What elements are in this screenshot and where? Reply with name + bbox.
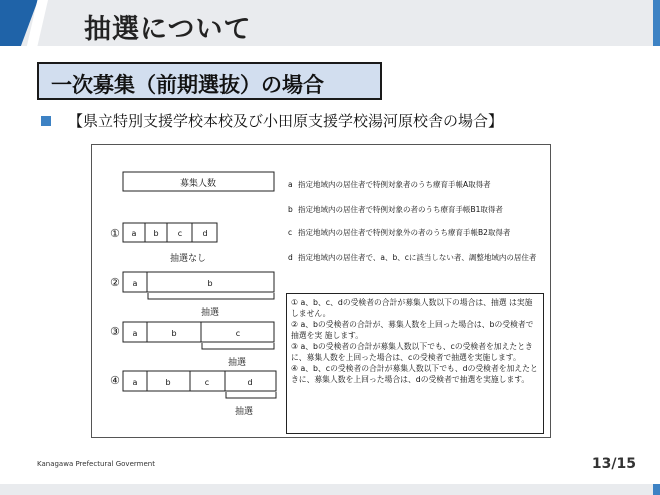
- footer-right-accent: [653, 484, 660, 495]
- row-1-cell-b: b: [153, 229, 159, 238]
- note-4: ④ a、b、cの受検者の合計が募集人数以下でも、dの受検者を加えたときに、募集人数を上回った場合は、dの受検者で抽選を実施します。: [291, 364, 538, 384]
- row-2-cell-a: a: [132, 279, 138, 288]
- legend-key-b: b: [288, 205, 293, 214]
- lottery-diagram: [91, 144, 551, 438]
- section-title-box: [37, 62, 382, 100]
- section-title: 一次募集（前期選抜）の場合: [51, 73, 324, 97]
- row-4-cell-c: c: [204, 378, 210, 387]
- header-right-accent: [653, 0, 660, 46]
- legend-key-d: d: [288, 253, 293, 262]
- row-2-cell-b: b: [207, 279, 213, 288]
- row-4-note: 抽選: [234, 407, 254, 417]
- page-number: 13/15: [591, 456, 636, 472]
- row-2-number: ②: [110, 276, 120, 289]
- row-3-note: 抽選: [227, 358, 247, 368]
- row-4-cell-b: b: [165, 378, 171, 387]
- notes-box: [286, 293, 544, 434]
- row-4-number: ④: [110, 374, 120, 387]
- recruit-label: 募集人数: [179, 179, 217, 189]
- row-1-note: 抽選なし: [169, 254, 207, 264]
- note-3: ③ a、bの受検者の合計が募集人数以下でも、cの受検者を加えたときに、募集人数を上回った場合は、cの受検者で抽選を実施します。: [291, 342, 533, 362]
- bullet-square-icon: [41, 116, 51, 126]
- legend-text-d: 指定地域内の居住者で、a、b、cに該当しない者、調整地域内の居住者: [298, 253, 537, 262]
- row-4-cell-a: a: [132, 378, 138, 387]
- row-3-cell-a: a: [132, 329, 138, 338]
- row-3-cell-b: b: [171, 329, 177, 338]
- row-1-cell-c: c: [177, 229, 183, 238]
- note-1: ① a、b、c、dの受検者の合計が募集人数以下の場合は、抽選 は実施しません。: [291, 298, 533, 318]
- legend-key-c: c: [288, 228, 293, 237]
- row-1-cell-d: d: [202, 229, 208, 238]
- footer-organization: Kanagawa Prefectural Goverment: [37, 460, 155, 468]
- row-3-number: ③: [110, 325, 120, 338]
- legend-text-a: 指定地域内の居住者で特例対象者のうち療育手帳A取得者: [298, 180, 491, 189]
- legend-text-c: 指定地域内の居住者で特例対象外の者のうち療育手帳B2取得者: [298, 228, 511, 237]
- legend-text-b: 指定地域内の居住者で特例対象の者のうち療育手帳B1取得者: [298, 205, 503, 214]
- row-3-cell-c: c: [235, 329, 241, 338]
- row-1-number: ①: [110, 227, 120, 240]
- row-2-note: 抽選: [200, 308, 220, 318]
- bullet-text: 【県立特別支援学校本校及び小田原支援学校湯河原校舎の場合】: [68, 112, 504, 130]
- legend-key-a: a: [288, 180, 293, 189]
- row-4-cell-d: d: [247, 378, 253, 387]
- row-1-cell-a: a: [131, 229, 137, 238]
- slide-title: 抽選について: [84, 14, 252, 45]
- note-2: ② a、bの受検者の合計が、募集人数を上回った場合は、bの受検者で抽選を実 施します。: [291, 320, 534, 340]
- footer-bar: [0, 484, 660, 495]
